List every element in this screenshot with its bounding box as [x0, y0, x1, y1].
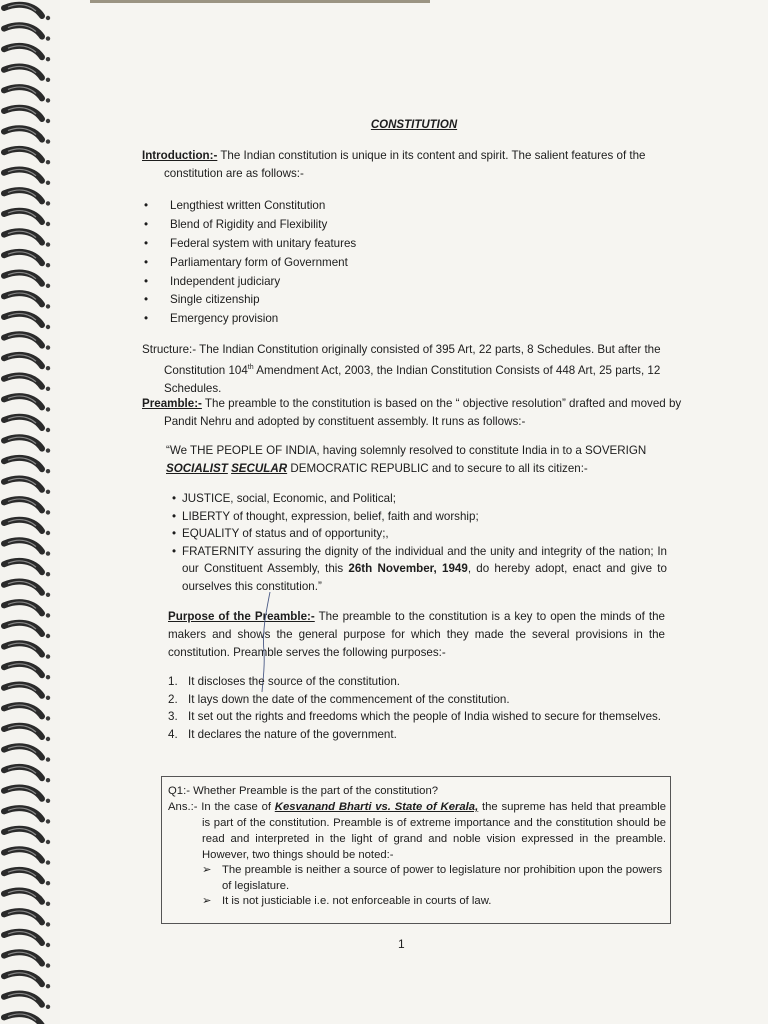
punch-hole: [46, 284, 50, 288]
page-number: 1: [398, 937, 405, 951]
list-item: ➢ It is not justiciable i.e. not enforceable in courts of law.: [196, 894, 666, 910]
punch-hole: [46, 16, 50, 20]
quote-start: “We THE PEOPLE OF INDIA, having solemnly resolved to constitute India in to a SOVERIGN: [166, 444, 647, 457]
structure-superscript: th: [247, 364, 254, 371]
list-item: 3. It set out the rights and freedoms which the people of India wished to secure for themselves.: [168, 710, 662, 723]
punch-hole: [46, 737, 50, 741]
punch-hole: [46, 160, 50, 164]
preamble-paragraph: [142, 395, 690, 431]
adoption-date: 26th November, 1949: [348, 562, 468, 575]
question-text: Q1:- Whether Preamble is the part of the constitution?: [168, 785, 439, 797]
punch-hole: [46, 799, 50, 803]
punch-hole: [46, 366, 50, 370]
punch-hole: [46, 407, 50, 411]
punch-hole: [46, 654, 50, 658]
punch-hole: [46, 119, 50, 123]
list-item: • Emergency provision: [142, 310, 662, 329]
punch-hole: [46, 78, 50, 82]
punch-hole: [46, 716, 50, 720]
punch-hole: [46, 428, 50, 432]
answer-points: [196, 863, 666, 910]
punch-hole: [46, 448, 50, 452]
punch-hole: [46, 57, 50, 61]
list-item: 2. It lays down the date of the commencement of the constitution.: [168, 692, 510, 706]
answer-label: Ans.:-: [168, 801, 198, 813]
punch-hole: [46, 634, 50, 638]
introduction-label: Introduction:-: [142, 149, 218, 162]
list-item: • LIBERTY of thought, expression, belief, faith and worship;: [172, 508, 667, 526]
punch-hole: [46, 98, 50, 102]
punch-hole: [46, 387, 50, 391]
purpose-label: Purpose of the Preamble:-: [168, 610, 315, 623]
list-item: • EQUALITY of status and of opportunity;,: [172, 525, 667, 543]
punch-hole: [46, 840, 50, 844]
punch-hole: [46, 139, 50, 143]
preamble-label: Preamble:-: [142, 397, 202, 410]
introduction-paragraph: [142, 147, 690, 183]
punch-hole: [46, 881, 50, 885]
list-item: • Blend of Rigidity and Flexibility: [142, 216, 662, 235]
structure-paragraph: [142, 341, 690, 398]
list-item: 1. It discloses the source of the constitution.: [168, 675, 401, 688]
punch-hole: [46, 963, 50, 967]
punch-hole: [46, 531, 50, 535]
list-item: 4. It declares the nature of the government.: [168, 727, 397, 741]
top-edge-line: [90, 0, 430, 3]
punch-hole: [46, 860, 50, 864]
punch-hole: [46, 345, 50, 349]
purpose-text: The preamble to the constitution is a key to open the minds of the makers and shows the general purpose for which they made the several provisions in the constitution. Preamble serves the following purposes:-: [168, 610, 665, 659]
punch-hole: [46, 201, 50, 205]
structure-text: The Indian Constitution originally consisted of 395 Art, 22 parts, 8 Schedules. But after the Constitution 104: [164, 343, 661, 377]
punch-hole: [46, 593, 50, 597]
introduction-text: The Indian constitution is unique in its content and spirit. The salient features of the constitution are as follows:-: [164, 149, 646, 180]
punch-hole: [46, 757, 50, 761]
punch-hole: [46, 551, 50, 555]
purpose-paragraph: [168, 608, 665, 662]
punch-hole: [46, 242, 50, 246]
features-list: [142, 197, 662, 329]
punch-hole: [46, 819, 50, 823]
structure-text-end: Amendment Act, 2003, the Indian Constitution Consists of 448 Art, 25 parts, 12 Schedules.: [164, 363, 661, 395]
punch-hole: [46, 325, 50, 329]
preamble-quote: [166, 442, 668, 478]
punch-hole: [46, 922, 50, 926]
list-item: • JUSTICE, social, Economic, and Political;: [172, 490, 667, 508]
notebook-page: [60, 0, 768, 1024]
list-item: • Independent judiciary: [142, 273, 662, 292]
preamble-items-list: [172, 490, 667, 595]
punch-hole: [46, 1005, 50, 1009]
answer-paragraph: Ans.:- In the case of Kesvanand Bharti vs. State of Kerala, the supreme has held that preamble is part of the constitution. Preamble is of extreme importance and the constitution should be read and interpreted in the light of grand and noble vision expressed in the preamble. However, two things should be noted:-: [168, 801, 667, 861]
punch-hole: [46, 984, 50, 988]
punch-hole: [46, 510, 50, 514]
punch-hole: [46, 572, 50, 576]
list-item: • Single citizenship: [142, 291, 662, 310]
punch-hole: [46, 181, 50, 185]
quote-socialist: SOCIALIST: [166, 462, 228, 475]
punch-hole: [46, 304, 50, 308]
case-name: Kesvanand Bharti vs. State of Kerala,: [274, 801, 479, 813]
punch-hole: [46, 36, 50, 40]
list-item: • Federal system with unitary features: [142, 235, 662, 254]
punch-hole: [46, 778, 50, 782]
quote-secular: SECULAR: [231, 462, 288, 475]
punch-hole: [46, 490, 50, 494]
punch-hole: [46, 943, 50, 947]
punch-hole: [46, 902, 50, 906]
list-item: ➢ The preamble is neither a source of power to legislature nor prohibition upon the powers of legislature.: [196, 863, 666, 894]
spiral-binding: [0, 0, 60, 1024]
punch-hole: [46, 222, 50, 226]
question-content: [168, 783, 666, 910]
question-box: [161, 776, 671, 924]
list-item-fraternity: • FRATERNITY assuring the dignity of the individual and the unity and integrity of the nation; In our Constituent Assembly, this 26th November, 1949, do hereby adopt, enact and give to ourselves this constitution.”: [172, 543, 667, 596]
preamble-text: The preamble to the constitution is based on the “ objective resolution” drafted and moved by Pandit Nehru and adopted by constituent assembly. It runs as follows:-: [164, 397, 682, 428]
purpose-list: [168, 673, 665, 743]
page-title: CONSTITUTION: [370, 119, 458, 131]
punch-hole: [46, 613, 50, 617]
punch-hole: [46, 675, 50, 679]
punch-hole: [46, 696, 50, 700]
punch-hole: [46, 469, 50, 473]
structure-label: Structure:-: [142, 343, 197, 356]
quote-end: DEMOCRATIC REPUBLIC and to secure to all its citizen:-: [287, 462, 588, 475]
list-item: • Lengthiest written Constitution: [142, 197, 662, 216]
list-item: • Parliamentary form of Government: [142, 254, 662, 273]
punch-hole: [46, 263, 50, 267]
